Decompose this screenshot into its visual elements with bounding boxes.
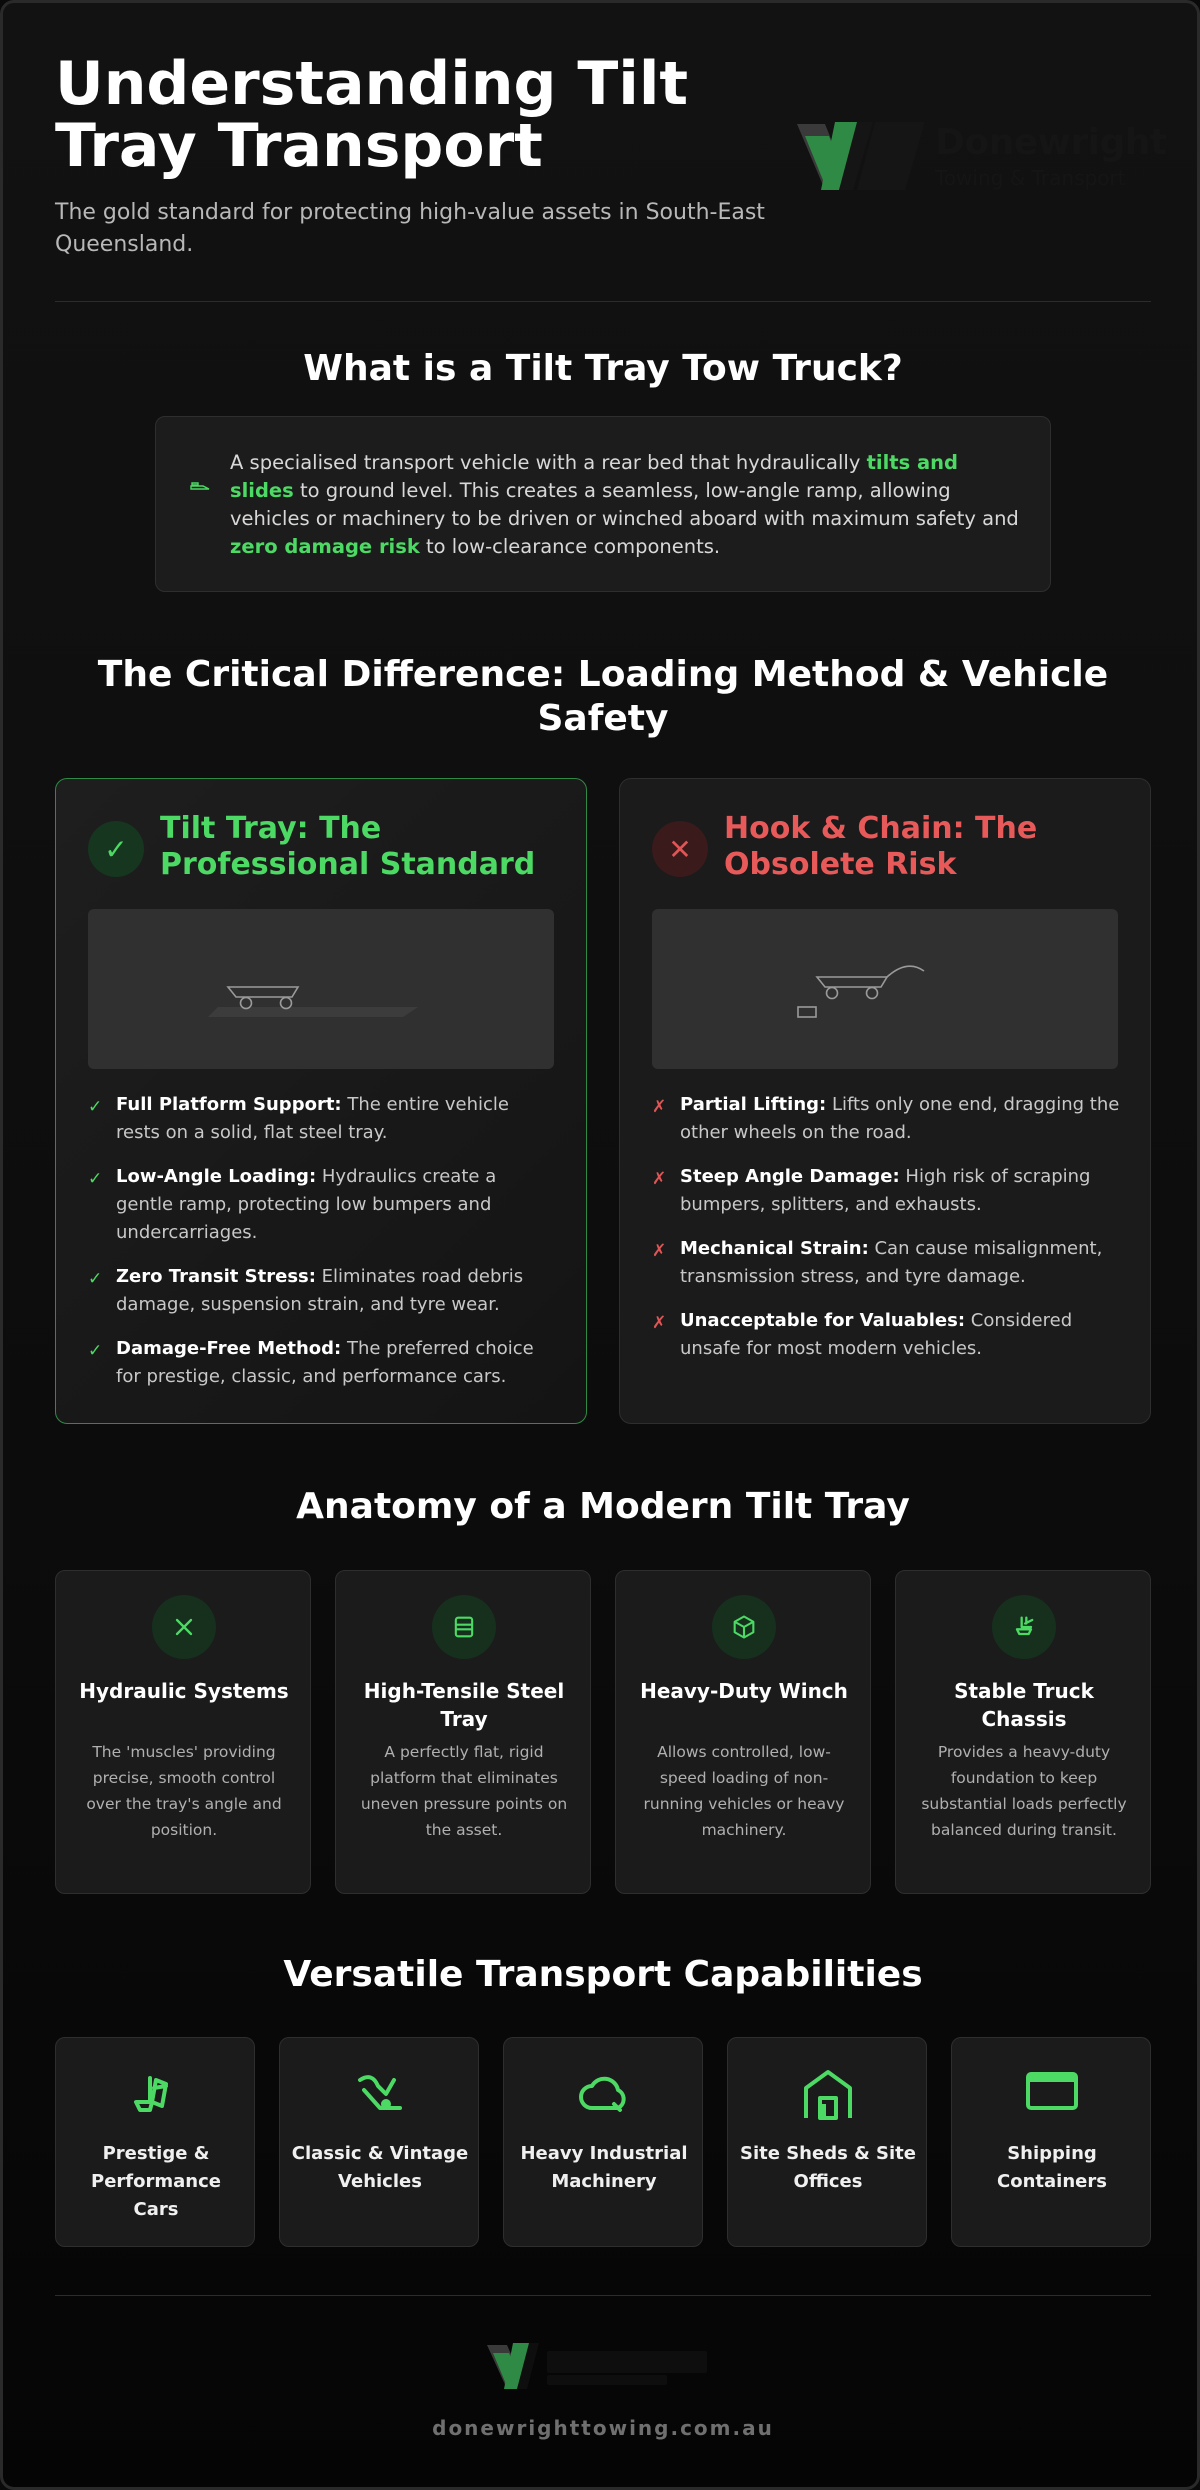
check-icon: ✓ <box>88 1341 103 1361</box>
footer-logo[interactable] <box>487 2341 727 2393</box>
item-text: The entire vehicle rests on a solid, flat steel tray. <box>116 1094 509 1143</box>
anatomy-card-title: High-Tensile Steel Tray <box>363 1679 565 1731</box>
steel-tray-icon <box>432 1595 496 1659</box>
list-item <box>652 1091 1122 1147</box>
definition-text <box>230 449 1020 561</box>
chassis-icon <box>992 1595 1056 1659</box>
logo-mark-icon <box>795 118 925 198</box>
list-item <box>88 1163 558 1247</box>
anatomy-card-steel-tray <box>335 1570 591 1894</box>
logo-tagline: Towing & Transport <box>935 166 1126 190</box>
capability-label: Site Sheds & Site Offices <box>740 2143 916 2192</box>
definition-text-part: to low-clearance components. <box>419 535 721 558</box>
capability-label: Prestige & Performance Cars <box>91 2143 221 2220</box>
list-item <box>652 1235 1122 1291</box>
logo-name: Donewright <box>935 122 1167 163</box>
item-label: Unacceptable for Valuables: <box>680 1310 966 1331</box>
anatomy-card-desc: Allows controlled, low-speed loading of non-running vehicles or heavy machinery. <box>643 1743 845 1839</box>
hook-chain-illustration <box>652 909 1118 1069</box>
site-shed-icon <box>798 2064 858 2124</box>
list-item <box>652 1163 1122 1219</box>
footer-url[interactable]: donewrighttowing.com.au <box>432 2416 774 2440</box>
check-icon: ✓ <box>88 1169 103 1189</box>
capability-card-machinery <box>503 2037 703 2247</box>
capability-label: Heavy Industrial Machinery <box>520 2143 688 2192</box>
hook-chain-diagram-icon <box>652 909 1118 1069</box>
tilt-tray-diagram-icon <box>88 909 554 1069</box>
item-text: Lifts only one end, dragging the other wheels on the road. <box>680 1094 1120 1143</box>
comparison-heading: The Critical Difference: Loading Method & Vehicle Safety <box>97 654 1109 739</box>
cross-icon: ✗ <box>652 1169 667 1189</box>
tow-truck-icon <box>188 477 212 493</box>
item-text: High risk of scraping bumpers, splitters, and exhausts. <box>680 1166 1091 1215</box>
anatomy-card-winch <box>615 1570 871 1894</box>
vintage-vehicle-icon <box>350 2064 410 2124</box>
tilt-tray-illustration <box>88 909 554 1069</box>
item-text: Considered unsafe for most modern vehicles. <box>680 1310 1073 1359</box>
capability-card-prestige <box>55 2037 255 2247</box>
list-item <box>652 1307 1122 1363</box>
cross-icon: ✗ <box>652 1097 667 1117</box>
definition-heading: What is a Tilt Tray Tow Truck? <box>303 348 903 389</box>
page-subtitle: The gold standard for protecting high-value assets in South-East Queensland. <box>55 200 765 257</box>
item-label: Mechanical Strain: <box>680 1238 869 1259</box>
list-item <box>88 1263 558 1319</box>
anatomy-card-chassis <box>895 1570 1151 1894</box>
logo-mark-icon <box>487 2341 727 2393</box>
hydraulics-icon <box>152 1595 216 1659</box>
page-title: Understanding Tilt Tray Transport <box>55 49 689 181</box>
item-text: The preferred choice for prestige, classic, and performance cars. <box>116 1338 534 1387</box>
anatomy-card-hydraulics <box>55 1570 311 1894</box>
capability-card-containers <box>951 2037 1151 2247</box>
item-text: Can cause misalignment, transmission stress, and tyre damage. <box>680 1238 1103 1287</box>
item-label: Steep Angle Damage: <box>680 1166 900 1187</box>
cross-icon: ✗ <box>652 1241 667 1261</box>
performance-car-icon <box>126 2064 186 2124</box>
anatomy-card-desc: The 'muscles' providing precise, smooth control over the tray's angle and position. <box>86 1743 282 1839</box>
check-icon: ✓ <box>88 1097 103 1117</box>
definition-highlight: zero damage risk <box>230 535 420 558</box>
item-text: Eliminates road debris damage, suspension strain, and tyre wear. <box>116 1266 524 1315</box>
capability-label: Shipping Containers <box>997 2143 1107 2192</box>
item-label: Full Platform Support: <box>116 1094 342 1115</box>
anatomy-card-title: Heavy-Duty Winch <box>640 1679 848 1703</box>
container-icon <box>1022 2064 1082 2124</box>
tilt-tray-title: Tilt Tray: The Professional Standard <box>160 811 536 882</box>
capability-label: Classic & Vintage Vehicles <box>291 2143 469 2192</box>
page-header <box>55 49 1167 303</box>
item-text: Hydraulics create a gentle ramp, protecting low bumpers and undercarriages. <box>116 1166 497 1243</box>
machinery-icon <box>574 2064 634 2124</box>
cross-icon: ✕ <box>652 821 708 877</box>
anatomy-card-desc: A perfectly flat, rigid platform that eliminates uneven pressure points on the asset. <box>360 1743 568 1839</box>
anatomy-card-title: Stable Truck Chassis <box>954 1679 1094 1731</box>
hook-chain-card <box>619 778 1151 1424</box>
list-item <box>88 1335 558 1391</box>
brand-logo[interactable] <box>795 118 1195 198</box>
tilt-tray-benefits <box>88 1091 558 1407</box>
check-icon: ✓ <box>88 1269 103 1289</box>
definition-text-part: A specialised transport vehicle with a rear bed that hydraulically <box>230 451 867 474</box>
divider <box>55 2295 1151 2296</box>
item-label: Partial Lifting: <box>680 1094 827 1115</box>
cross-icon: ✗ <box>652 1313 667 1333</box>
anatomy-card-desc: Provides a heavy-duty foundation to keep substantial loads perfectly balanced during transit. <box>921 1743 1127 1839</box>
definition-text-part: to ground level. This creates a seamless, low-angle ramp, allowing vehicles or machinery to be driven or winched aboard with maximum safety and <box>230 479 1019 530</box>
hook-chain-risks <box>652 1091 1122 1379</box>
item-label: Low-Angle Loading: <box>116 1166 317 1187</box>
item-label: Zero Transit Stress: <box>116 1266 316 1287</box>
winch-icon <box>712 1595 776 1659</box>
tilt-tray-card <box>55 778 587 1424</box>
item-label: Damage-Free Method: <box>116 1338 342 1359</box>
anatomy-card-title: Hydraulic Systems <box>79 1679 289 1703</box>
divider <box>55 301 1151 302</box>
capability-card-classic <box>279 2037 479 2247</box>
capability-card-site-sheds <box>727 2037 927 2247</box>
check-icon: ✓ <box>88 821 144 877</box>
hook-chain-title: Hook & Chain: The Obsolete Risk <box>724 811 1038 882</box>
definition-box <box>155 416 1051 592</box>
anatomy-heading: Anatomy of a Modern Tilt Tray <box>296 1486 910 1527</box>
capabilities-heading: Versatile Transport Capabilities <box>283 1954 923 1995</box>
list-item <box>88 1091 558 1147</box>
definition-highlight: tilts and slides <box>230 451 958 502</box>
